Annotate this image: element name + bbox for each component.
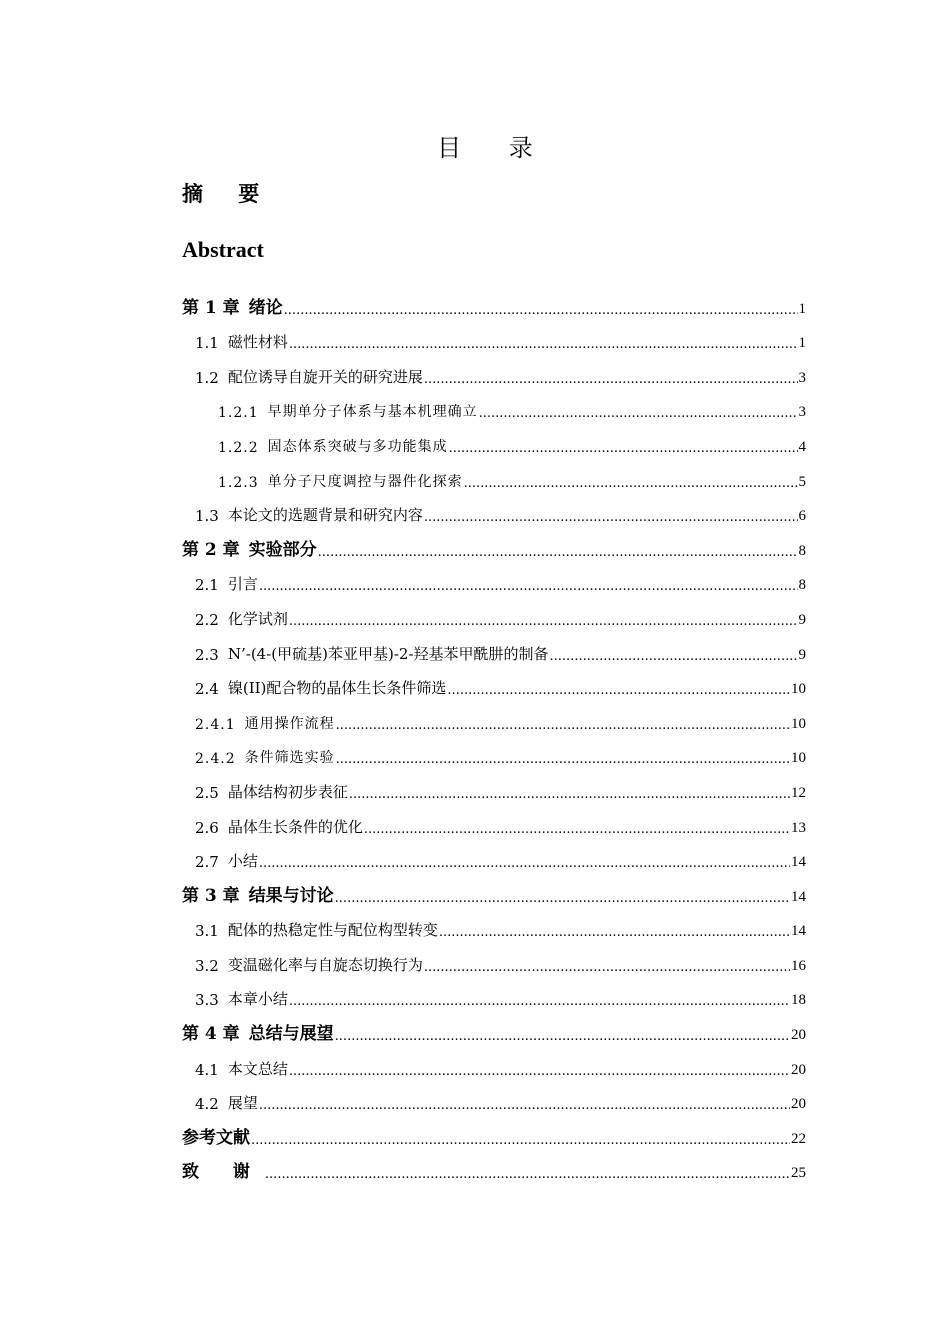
toc-entry-label: 磁性材料 — [227, 333, 288, 352]
dot-leader — [449, 438, 798, 452]
toc-entry-number: 1.2.3 — [218, 474, 259, 491]
toc-entry-number: 3.3 — [195, 991, 219, 1010]
dot-leader — [318, 542, 798, 556]
dot-leader — [289, 611, 798, 625]
toc-entry-page-number: 20 — [791, 1096, 806, 1113]
toc-entry[interactable] — [182, 594, 806, 629]
dot-leader — [259, 576, 798, 590]
toc-entry-label: 早期单分子体系与基本机理确立 — [267, 404, 478, 421]
toc-entry-page-number: 18 — [791, 992, 806, 1009]
toc-entry-page-number: 3 — [798, 369, 806, 386]
toc-entry[interactable] — [182, 940, 806, 975]
toc-entry-page-number: 20 — [791, 1061, 806, 1078]
toc-entry-label: 单分子尺度调控与器件化探索 — [267, 473, 463, 490]
toc-entry-number: 2.2 — [195, 610, 219, 629]
toc-entry-label: 晶体结构初步表征 — [227, 782, 348, 801]
toc-entry-number: 3.2 — [195, 956, 219, 975]
toc-entry[interactable] — [182, 283, 806, 318]
toc-entry[interactable] — [182, 1113, 806, 1148]
toc-entry-page-number: 10 — [791, 681, 806, 698]
toc-entry[interactable] — [182, 871, 806, 906]
toc-entry-page-number: 13 — [791, 819, 806, 836]
toc-entry-page-number: 10 — [791, 750, 806, 767]
toc-entry[interactable] — [182, 837, 806, 872]
dot-leader — [364, 819, 790, 833]
dot-leader — [550, 646, 798, 660]
dot-leader — [349, 784, 790, 798]
toc-entry-number: 第 2 章 — [182, 539, 240, 560]
toc-entry-label: 晶体生长条件的优化 — [227, 817, 363, 836]
dot-leader — [284, 300, 798, 314]
dot-leader — [289, 1061, 790, 1075]
toc-entry-page-number: 12 — [791, 784, 806, 801]
toc-entry-label: 固态体系突破与多功能集成 — [267, 438, 448, 455]
toc-entry-page-number: 1 — [798, 300, 806, 317]
toc-entry-label: 总结与展望 — [248, 1024, 334, 1045]
toc-entry[interactable] — [182, 629, 806, 664]
toc-entry-number: 第 3 章 — [182, 885, 240, 906]
toc-entry-page-number: 22 — [791, 1130, 806, 1147]
toc-entry[interactable] — [182, 733, 806, 768]
toc-entry-number: 1.1 — [195, 334, 219, 353]
toc-entry-label: 通用操作流程 — [244, 715, 335, 732]
toc-entry-label: 条件筛选实验 — [244, 750, 335, 767]
toc-entry-number: 2.4.1 — [195, 716, 236, 733]
toc-entry-label: 本章小结 — [227, 990, 288, 1009]
dot-leader — [447, 680, 790, 694]
toc-entry-page-number: 14 — [791, 923, 806, 940]
dot-leader — [336, 749, 790, 763]
toc-entry-page-number: 8 — [798, 542, 806, 559]
toc-entry-page-number: 25 — [791, 1165, 806, 1182]
toc-entry[interactable] — [182, 352, 806, 387]
toc-entry-number: 4.1 — [195, 1060, 219, 1079]
dot-leader — [289, 334, 798, 348]
toc-entry-page-number: 6 — [798, 508, 806, 525]
toc-entry[interactable] — [182, 1044, 806, 1079]
dot-leader — [259, 1095, 790, 1109]
toc-entry-label: 配体的热稳定性与配位构型转变 — [227, 921, 438, 940]
toc-entry-label: 配位诱导自旋开关的研究进展 — [227, 367, 423, 386]
toc-entry-page-number: 5 — [798, 473, 806, 490]
dot-leader — [265, 1164, 790, 1178]
dot-leader — [464, 473, 798, 487]
toc-entry[interactable] — [182, 698, 806, 733]
toc-entry[interactable] — [182, 975, 806, 1010]
toc-entry-label: 引言 — [227, 575, 258, 594]
toc-entry[interactable] — [182, 456, 806, 491]
toc-entry-label: 实验部分 — [248, 539, 317, 560]
toc-entry-label: 本论文的选题背景和研究内容 — [227, 506, 423, 525]
dot-leader — [424, 369, 798, 383]
toc-entry-label: 镍(II)配合物的晶体生长条件筛选 — [227, 679, 447, 698]
toc-entry-label: N’-(4-(甲硫基)苯亚甲基)-2-羟基苯甲酰肼的制备 — [227, 644, 549, 663]
dot-leader — [251, 1130, 790, 1144]
toc-entry-number: 1.2 — [195, 368, 219, 387]
toc-entry-label: 本文总结 — [227, 1059, 288, 1078]
toc-entry-page-number: 1 — [798, 335, 806, 352]
dot-leader — [424, 957, 790, 971]
dot-leader — [336, 715, 790, 729]
toc-entry-page-number: 4 — [798, 438, 806, 455]
abstract-cn-heading: 摘 要 — [182, 181, 274, 206]
toc-entry[interactable] — [182, 387, 806, 422]
dot-leader — [439, 922, 790, 936]
toc-title: 目 录 — [437, 134, 553, 162]
toc-entry-page-number: 9 — [798, 646, 806, 663]
toc-entry-number: 1.2.2 — [218, 439, 259, 456]
toc-entry-number: 1.3 — [195, 507, 219, 526]
toc-entry-page-number: 14 — [791, 854, 806, 871]
toc-entry[interactable] — [182, 560, 806, 595]
dot-leader — [259, 853, 790, 867]
toc-entry-page-number: 8 — [798, 577, 806, 594]
toc-entry-label: 结果与讨论 — [248, 885, 334, 906]
toc-entry-page-number: 9 — [798, 611, 806, 628]
toc-entry-page-number: 3 — [798, 404, 806, 421]
toc-entry-page-number: 16 — [791, 957, 806, 974]
abstract-en-heading: Abstract — [182, 237, 264, 262]
toc-entry-number: 第 1 章 — [182, 297, 240, 318]
dot-leader — [335, 888, 790, 902]
toc-entry-label: 化学试剂 — [227, 609, 288, 628]
toc-entry[interactable] — [182, 421, 806, 456]
toc-entry-number: 2.6 — [195, 818, 219, 837]
toc-entry[interactable] — [182, 1079, 806, 1114]
toc-entry-number: 2.4 — [195, 680, 219, 699]
toc-entry-label: 绪论 — [248, 297, 283, 318]
toc-entry-label: 致 谢 — [182, 1162, 264, 1183]
toc-entry-label: 参考文献 — [182, 1127, 250, 1148]
toc-entry-number: 第 4 章 — [182, 1024, 240, 1045]
toc-entry-number: 2.5 — [195, 783, 219, 802]
toc-entry[interactable] — [182, 1148, 806, 1183]
toc-entry-number: 1.2.1 — [218, 405, 259, 422]
dot-leader — [479, 403, 798, 417]
toc-entry-number: 2.7 — [195, 853, 219, 872]
toc-entry-label: 展望 — [227, 1094, 258, 1113]
toc-entry-label: 小结 — [227, 852, 258, 871]
table-of-contents — [182, 283, 806, 1182]
toc-entry[interactable] — [182, 1009, 806, 1044]
toc-entry-number: 4.2 — [195, 1095, 219, 1114]
toc-entry-page-number: 14 — [791, 888, 806, 905]
toc-entry-number: 2.3 — [195, 645, 219, 664]
toc-entry[interactable] — [182, 802, 806, 837]
dot-leader — [335, 1026, 790, 1040]
toc-entry-number: 2.1 — [195, 576, 219, 595]
toc-entry-label: 变温磁化率与自旋态切换行为 — [227, 955, 423, 974]
dot-leader — [424, 507, 798, 521]
toc-entry[interactable] — [182, 525, 806, 560]
toc-entry-page-number: 20 — [791, 1027, 806, 1044]
toc-entry[interactable] — [182, 491, 806, 526]
toc-entry-number: 3.1 — [195, 922, 219, 941]
toc-entry[interactable] — [182, 664, 806, 699]
toc-entry-page-number: 10 — [791, 715, 806, 732]
toc-entry[interactable] — [182, 906, 806, 941]
toc-entry[interactable] — [182, 767, 806, 802]
toc-entry[interactable] — [182, 318, 806, 353]
toc-entry-number: 2.4.2 — [195, 751, 236, 768]
dot-leader — [289, 991, 790, 1005]
